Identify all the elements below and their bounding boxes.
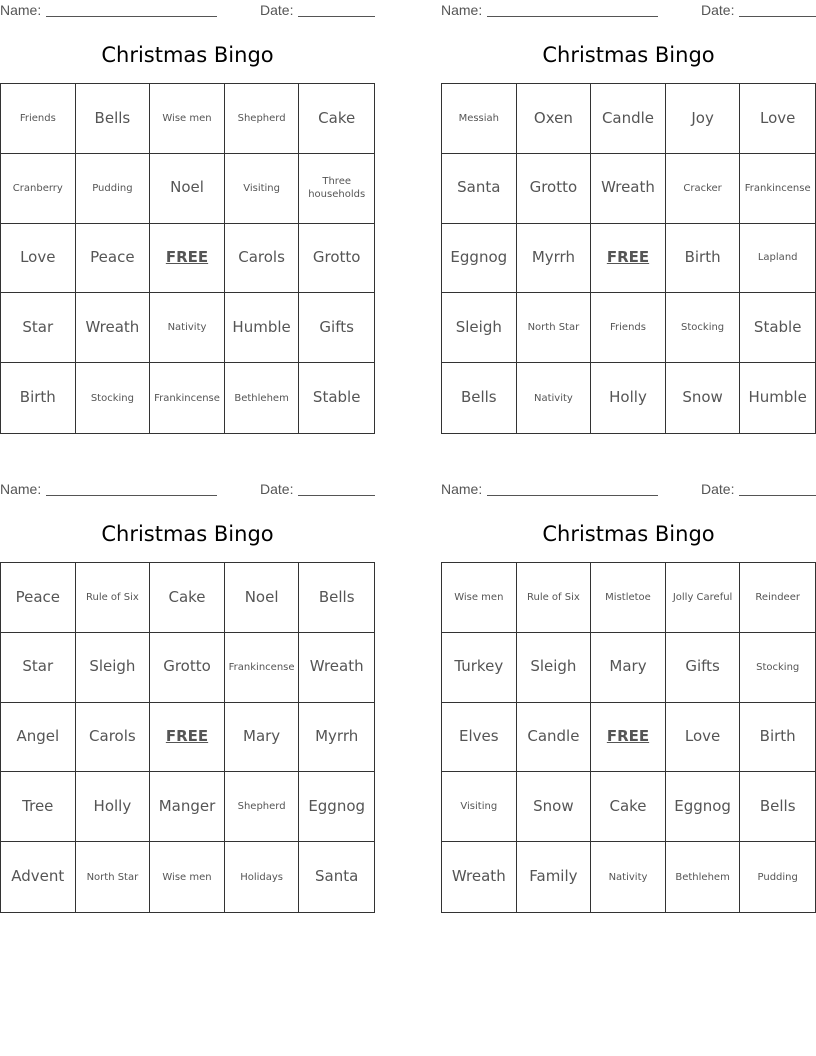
bingo-cell: Wise men (150, 84, 225, 154)
bingo-cell: Santa (315, 867, 359, 886)
bingo-card (441, 0, 816, 407)
bingo-cell: Snow (666, 363, 741, 433)
bingo-cell: Carols (76, 703, 151, 773)
bingo-cell: Bells (76, 84, 151, 154)
bingo-cell: Wreath (299, 633, 374, 703)
name-label: Name: (441, 481, 483, 497)
bingo-cell: Wreath (442, 842, 517, 912)
bingo-cell: Rule of Six (517, 563, 592, 633)
bingo-cell: Star (1, 293, 76, 363)
bingo-cell: Bethlehem (666, 842, 741, 912)
date-label: Date: (701, 481, 735, 497)
bingo-cell: Humble (225, 293, 300, 363)
bingo-cell: Three households (299, 154, 374, 224)
bingo-cell: Birth (666, 224, 741, 294)
bingo-cell: Cranberry (1, 154, 76, 224)
bingo-grid (441, 83, 816, 434)
bingo-cell: Sleigh (442, 293, 517, 363)
bingo-cell: Stocking (666, 293, 741, 363)
bingo-cell: Nativity (150, 293, 225, 363)
bingo-cell: Noel (225, 563, 300, 633)
bingo-cell: Advent (1, 842, 76, 912)
bingo-cell: Stocking (740, 633, 815, 703)
bingo-cell: Peace (1, 563, 76, 633)
bingo-cell: Star (1, 633, 76, 703)
bingo-cell: Angel (1, 703, 76, 773)
bingo-cell: Holly (76, 772, 151, 842)
bingo-cell: Grotto (517, 154, 592, 224)
bingo-cell: Nativity (517, 363, 592, 433)
card-title: Christmas Bingo (101, 522, 274, 546)
name-label: Name: (0, 2, 42, 18)
bingo-cell: Noel (150, 154, 225, 224)
name-label: Name: (0, 481, 42, 497)
bingo-cell: Wreath (591, 154, 666, 224)
bingo-cell: Visiting (442, 772, 517, 842)
bingo-cell: Reindeer (740, 563, 815, 633)
bingo-cell: Frankincense (225, 633, 300, 703)
bingo-cell: Carols (225, 224, 300, 294)
bingo-cell: Pudding (76, 154, 151, 224)
bingo-cell: Bells (299, 563, 374, 633)
bingo-cell: Cake (299, 84, 374, 154)
bingo-cell: Eggnog (666, 772, 741, 842)
date-line (739, 495, 816, 496)
date-line (298, 495, 375, 496)
bingo-cell: Love (1, 224, 76, 294)
bingo-cell: Candle (591, 84, 666, 154)
bingo-cell: Manger (150, 772, 225, 842)
bingo-cell: Candle (517, 703, 592, 773)
free-space: FREE (150, 224, 225, 294)
bingo-cell: Santa (442, 154, 517, 224)
bingo-cell: Birth (740, 703, 815, 773)
bingo-cell: Mistletoe (591, 563, 666, 633)
bingo-card (441, 479, 816, 886)
bingo-cell: Messiah (442, 84, 517, 154)
bingo-cell: Frankincense (740, 154, 815, 224)
bingo-cell: Shepherd (225, 84, 300, 154)
bingo-cell: Cake (591, 772, 666, 842)
bingo-grid (0, 562, 375, 913)
bingo-grid (441, 562, 816, 913)
bingo-cell: Tree (1, 772, 76, 842)
date-label: Date: (260, 481, 294, 497)
bingo-cell: Turkey (442, 633, 517, 703)
bingo-cell: Pudding (757, 871, 798, 883)
bingo-cell: Wise men (442, 563, 517, 633)
bingo-cell: Bells (740, 772, 815, 842)
bingo-cell: Eggnog (299, 772, 374, 842)
name-label: Name: (441, 2, 483, 18)
bingo-cell: Family (517, 842, 592, 912)
date-line (298, 16, 375, 17)
free-space: FREE (591, 703, 666, 773)
bingo-cell: Visiting (225, 154, 300, 224)
bingo-cell: Sleigh (76, 633, 151, 703)
bingo-cell: Grotto (299, 224, 374, 294)
bingo-cell: Joy (666, 84, 741, 154)
card-title: Christmas Bingo (101, 43, 274, 67)
free-space: FREE (150, 703, 225, 773)
bingo-cell: Myrrh (299, 703, 374, 773)
name-line (487, 495, 658, 496)
name-date-row (0, 0, 375, 22)
bingo-cell: Frankincense (150, 363, 225, 433)
card-title: Christmas Bingo (542, 522, 715, 546)
bingo-cell: Gifts (299, 293, 374, 363)
bingo-cell: Stable (312, 388, 361, 407)
bingo-cell: Stable (740, 293, 815, 363)
bingo-cell: Stocking (76, 363, 151, 433)
bingo-cell: Holidays (225, 842, 300, 912)
bingo-cell: Love (740, 84, 815, 154)
bingo-cell: Love (666, 703, 741, 773)
bingo-card (0, 0, 375, 407)
bingo-cell: Cracker (666, 154, 741, 224)
bingo-cell: Shepherd (225, 772, 300, 842)
bingo-cell: Grotto (150, 633, 225, 703)
bingo-cell: Jolly Careful (666, 563, 741, 633)
bingo-cell: Cake (150, 563, 225, 633)
bingo-cell: Wise men (150, 842, 225, 912)
name-date-row (441, 479, 816, 501)
bingo-cell: Wreath (76, 293, 151, 363)
bingo-cell: Gifts (666, 633, 741, 703)
bingo-cell: Peace (76, 224, 151, 294)
bingo-card (0, 479, 375, 886)
date-label: Date: (701, 2, 735, 18)
name-line (46, 16, 217, 17)
name-line (46, 495, 217, 496)
bingo-cell: Holly (591, 363, 666, 433)
bingo-cell: Bells (442, 363, 517, 433)
bingo-cell: Mary (225, 703, 300, 773)
bingo-cell: Oxen (517, 84, 592, 154)
bingo-cell: Eggnog (442, 224, 517, 294)
name-line (487, 16, 658, 17)
card-title: Christmas Bingo (542, 43, 715, 67)
bingo-grid (0, 83, 375, 434)
bingo-cell: Sleigh (517, 633, 592, 703)
bingo-cell: Bethlehem (225, 363, 300, 433)
bingo-cell: Elves (442, 703, 517, 773)
bingo-cell: Mary (591, 633, 666, 703)
bingo-cell: North Star (76, 842, 151, 912)
date-label: Date: (260, 2, 294, 18)
bingo-cell: Rule of Six (76, 563, 151, 633)
bingo-cell: Humble (748, 388, 807, 407)
free-space: FREE (591, 224, 666, 294)
bingo-cell: Myrrh (517, 224, 592, 294)
name-date-row (0, 479, 375, 501)
bingo-cell: Birth (1, 363, 76, 433)
date-line (739, 16, 816, 17)
name-date-row (441, 0, 816, 22)
bingo-cell: Snow (517, 772, 592, 842)
bingo-cell: Lapland (740, 224, 815, 294)
bingo-cell: Nativity (591, 842, 666, 912)
bingo-cell: Friends (591, 293, 666, 363)
bingo-cell: Friends (1, 84, 76, 154)
bingo-cell: North Star (517, 293, 592, 363)
